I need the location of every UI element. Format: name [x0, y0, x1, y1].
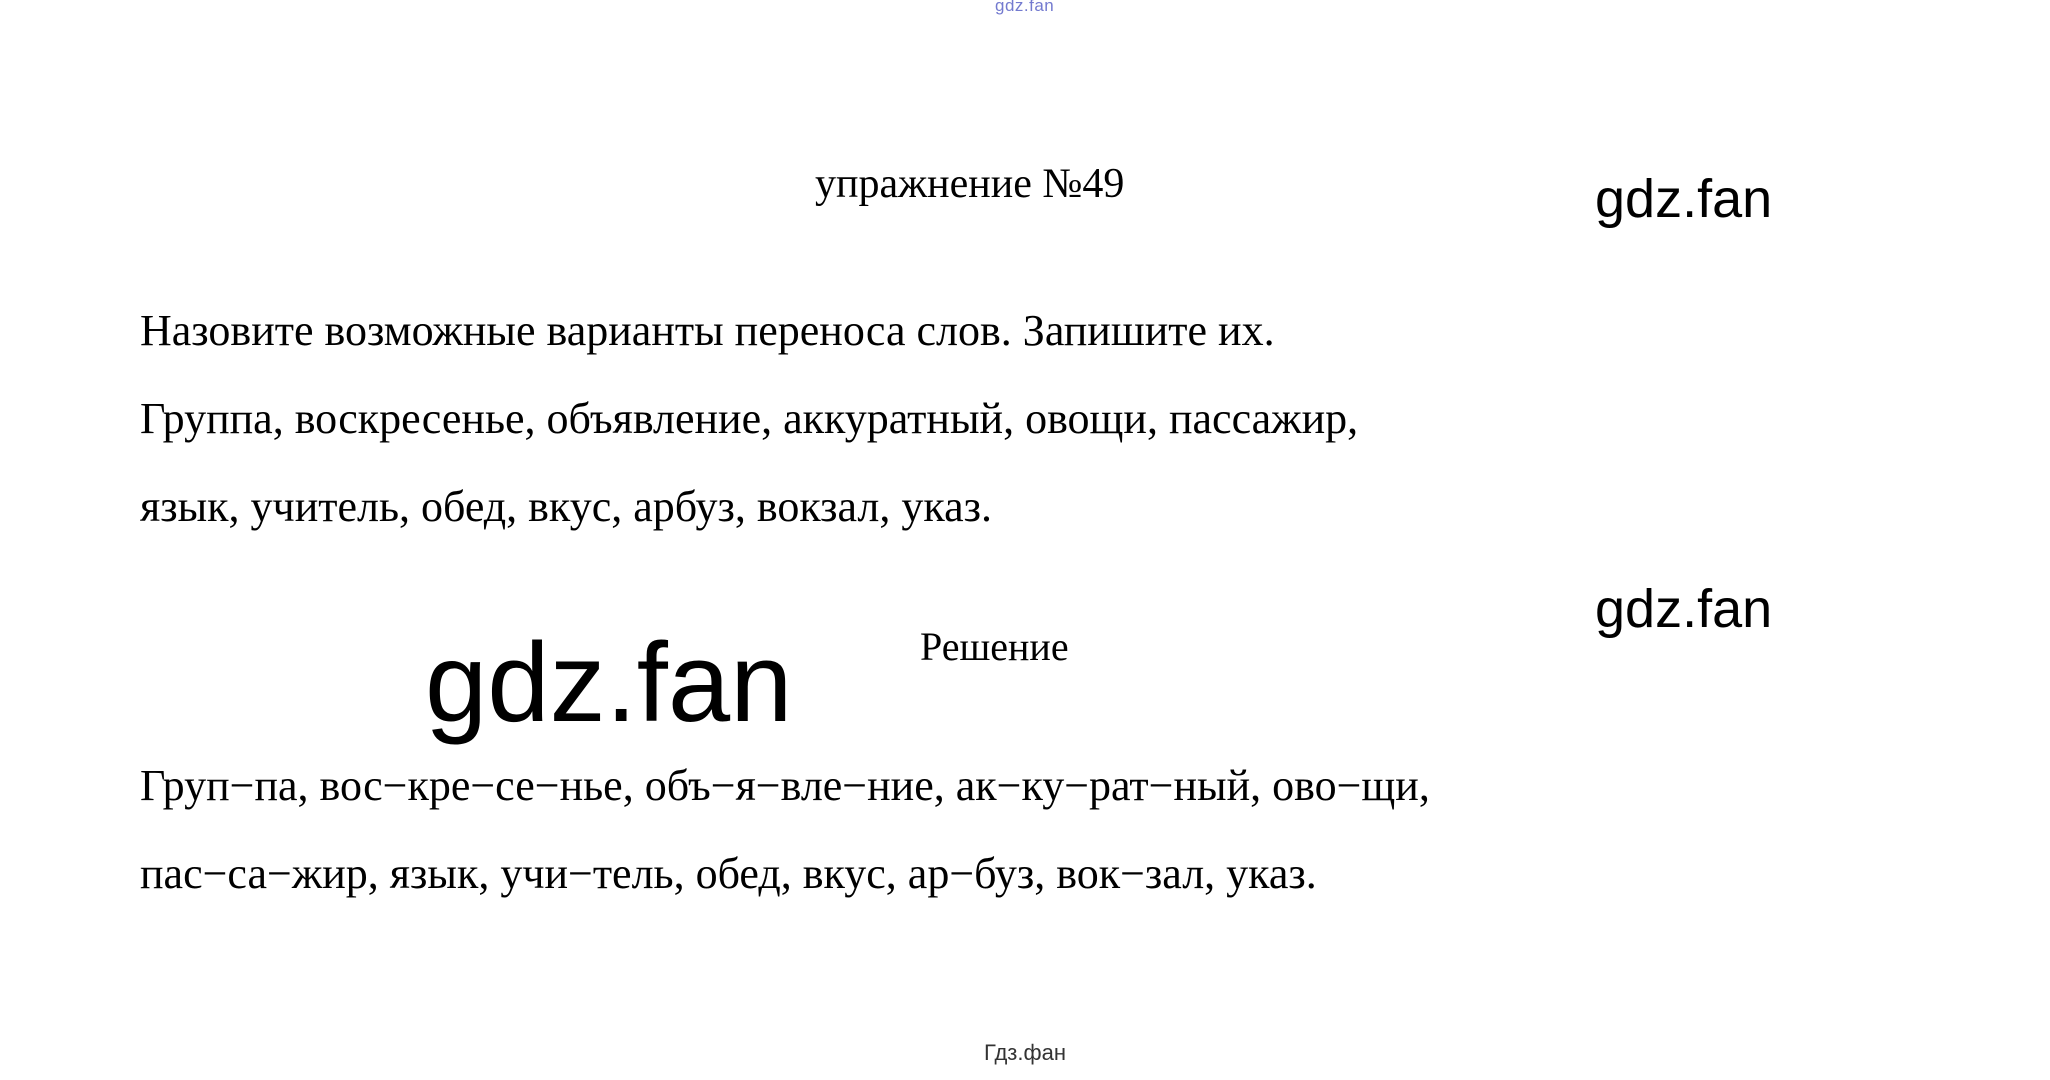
- answer-line: Груп−па, вос−кре−се−нье, объ−я−вле−ние, ак−ку−рат−ный, ово−щи,: [140, 761, 1430, 810]
- page-title: упражнение №49: [815, 161, 1125, 207]
- watermark-top-small: gdz.fan: [995, 0, 1055, 15]
- task-line: Группа, воскресенье, объявление, аккуратный, овощи, пассажир,: [140, 394, 1359, 443]
- watermark-right-middle: gdz.fan: [1595, 579, 1773, 639]
- task-line: язык, учитель, обед, вкус, арбуз, вокзал, указ.: [140, 482, 992, 531]
- solution-label: Решение: [920, 624, 1069, 669]
- answer-line: пас−са−жир, язык, учи−тель, обед, вкус, ар−буз, вок−зал, указ.: [140, 849, 1317, 898]
- footer-watermark: Гдз.фан: [984, 1040, 1066, 1065]
- task-line: Назовите возможные варианты переноса слов. Запишите их.: [140, 306, 1275, 355]
- watermark-right-top: gdz.fan: [1595, 169, 1773, 229]
- watermark-center-large: gdz.fan: [425, 620, 793, 745]
